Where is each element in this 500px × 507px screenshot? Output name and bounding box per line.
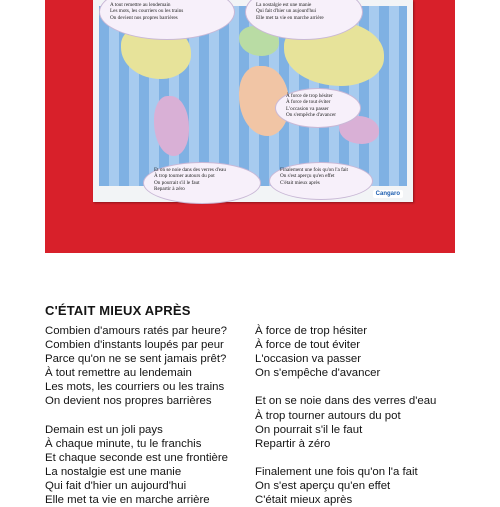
poem-title: C'ÉTAIT MIEUX APRÈS xyxy=(45,303,191,318)
poem-line: Finalement une fois qu'on l'a fait xyxy=(255,465,418,478)
poem-line: La nostalgie est une manie xyxy=(45,465,182,478)
poem-line: On s'est aperçu qu'en effet xyxy=(255,480,391,493)
poem-line: L'occasion va passer xyxy=(255,353,362,366)
lyrics-bubble-3: À force de trop hésiter À force de tout éviter L'occasion va passer On s'empêche d'avancer xyxy=(275,88,361,128)
poem-line: Elle met ta vie en marche arrière xyxy=(45,494,210,507)
poem-line: À force de tout éviter xyxy=(255,339,361,352)
poem-line: On pourrait s'il le faut xyxy=(255,423,363,436)
poem-line: À tout remettre au lendemain xyxy=(45,367,192,380)
poem-right-column xyxy=(255,324,436,507)
stanza-break xyxy=(45,409,228,423)
poem-line: Parce qu'on ne se sent jamais prêt? xyxy=(45,353,227,366)
poem-line: Et on se noie dans des verres d'eau xyxy=(255,395,437,408)
lyrics-bubble-1: A tout remettre au lendemain Les mots, les courriers ou les trains On devient nos propres barrières xyxy=(99,0,235,40)
stanza-break xyxy=(255,451,436,465)
landmass-south-america xyxy=(154,96,189,156)
poem-line: Demain est un joli pays xyxy=(45,423,163,436)
poem-line: À force de trop hésiter xyxy=(255,325,368,337)
poem-left-column xyxy=(45,324,228,507)
poem-line: Combien d'amours ratés par heure? xyxy=(45,325,227,337)
stanza-break xyxy=(255,380,436,394)
poem-line: Qui fait d'hier un aujourd'hui xyxy=(45,480,187,493)
poem-line: On devient nos propres barrières xyxy=(45,395,212,408)
poem-line: Combien d'instants loupés par peur xyxy=(45,339,224,352)
poem-line: Repartir à zéro xyxy=(255,437,331,450)
poem-line: À chaque minute, tu le franchis xyxy=(45,437,202,450)
lyrics-bubble-5: Finalement une fois qu'on l'a fait On s'est aperçu qu'en effet C'était mieux après xyxy=(269,162,373,200)
poem-line: On s'empêche d'avancer xyxy=(255,367,381,380)
poster-photo xyxy=(45,0,455,253)
lyrics-bubble-2: La nostalgie est une manie Qui fait d'hier un aujourd'hui Elle met ta vie en marche arrière xyxy=(245,0,363,40)
poem-line: C'était mieux après xyxy=(255,494,353,507)
poem-line: À trop tourner autours du pot xyxy=(255,409,401,422)
brand-label: Cangaro xyxy=(373,190,403,198)
lyrics-bubble-4: Et on se noie dans des verres d'eau À trop tourner autours du pot On pourrait s'il le faut Repartir à zéro xyxy=(143,162,261,204)
world-map-poster xyxy=(93,0,413,202)
poem-line: Et chaque seconde est une frontière xyxy=(45,451,229,464)
poem-line: Les mots, les courriers ou les trains xyxy=(45,381,225,394)
